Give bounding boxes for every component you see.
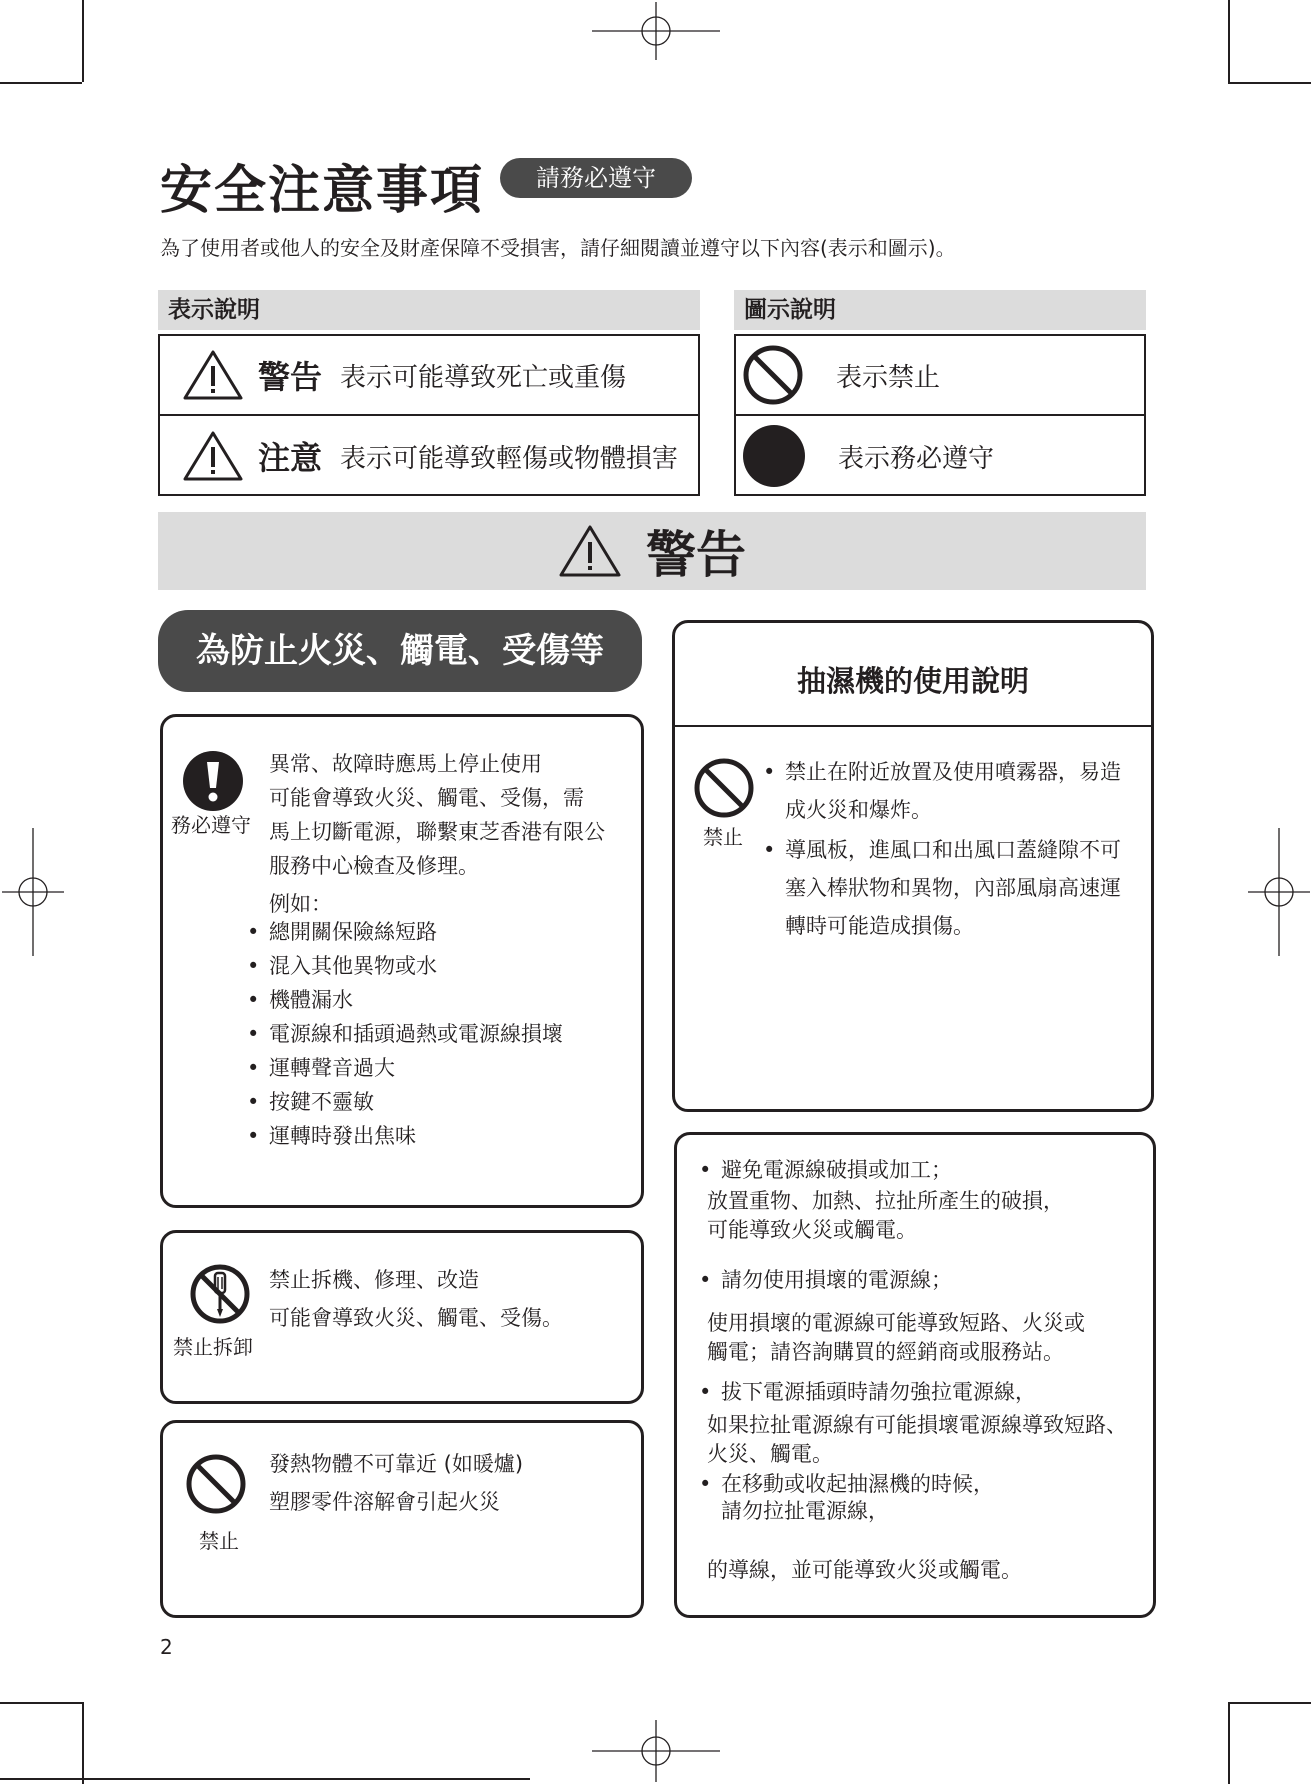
registration-mark-icon (592, 2, 720, 60)
prohibition-icon (185, 1453, 247, 1515)
caution-word: 注意 (258, 439, 323, 477)
list-item: • 運轉時發出焦味 (245, 1119, 563, 1153)
warning-triangle-icon (182, 349, 244, 401)
prohibition-icon (742, 344, 804, 406)
usage-list (761, 753, 1137, 945)
intro-text: 為了使用者或他人的安全及財產保障不受損害，請仔細閱讀並遵守以下內容(表示和圖示)。 (160, 236, 956, 260)
mandatory-exclamation-icon (183, 751, 243, 811)
prohibit-desc: 表示禁止 (836, 362, 941, 393)
warning-word: 警告 (258, 358, 323, 396)
abnormal-text: 異常、故障時應馬上停止使用 可能會導致火災、觸電、受傷，需 馬上切斷電源，聯繫東芝香港有限公 服務中心檢查及修理。 例如： (269, 752, 605, 916)
cord-bullet-4: • 在移動或收起抽濕機的時候， 請勿拉扯電源線， (697, 1471, 994, 1525)
must-observe-badge: 請務必遵守 (500, 158, 692, 198)
list-item: • 禁止在附近放置及使用噴霧器，易造成火災和爆炸。 (761, 753, 1137, 829)
cord-text-2: 使用損壞的電源線可能導致短路、火災或 觸電；請咨詢購買的經銷商或服務站。 (707, 1311, 1085, 1364)
registration-mark-icon (1248, 828, 1310, 956)
examples-list (245, 915, 563, 1153)
warning-banner (158, 512, 1146, 590)
warning-legend-row (160, 336, 698, 416)
symbols-legend-box (734, 334, 1146, 496)
warning-triangle-icon (182, 430, 244, 482)
no-disassembly-card (160, 1230, 644, 1404)
caution-legend-row (160, 416, 698, 496)
mandatory-desc: 表示務必遵守 (838, 443, 995, 474)
list-item: • 機體漏水 (245, 983, 563, 1017)
mandatory-legend-row (736, 416, 1144, 496)
caution-desc: 表示可能導致輕傷或物體損害 (340, 443, 679, 474)
mandatory-caption: 務必遵守 (171, 813, 251, 837)
no-disassembly-text: 禁止拆機、修理、改造 可能會導致火災、觸電、受傷。 (269, 1268, 563, 1330)
abnormal-stop-card (160, 714, 644, 1208)
list-item: • 運轉聲音過大 (245, 1051, 563, 1085)
list-item: • 電源線和插頭過熱或電源線損壞 (245, 1017, 563, 1051)
list-item: • 混入其他異物或水 (245, 949, 563, 983)
usage-card-title: 抽濕機的使用說明 (675, 623, 1151, 727)
page-title: 安全注意事項 (160, 161, 485, 221)
warning-desc: 表示可能導致死亡或重傷 (340, 362, 627, 393)
mandatory-icon (742, 424, 806, 488)
no-disassembly-icon (189, 1263, 251, 1325)
list-item: • 總開關保險絲短路 (245, 915, 563, 949)
no-disassembly-caption: 禁止拆卸 (173, 1335, 253, 1359)
signs-legend-heading: 表示說明 (158, 290, 700, 330)
cord-text-3: 如果拉扯電源線有可能損壞電源線導致短路、 火災、觸電。 (707, 1413, 1127, 1466)
cord-text-1: 放置重物、加熱、拉扯所產生的破損， 可能導致火災或觸電。 (707, 1189, 1064, 1242)
list-item: • 按鍵不靈敏 (245, 1085, 563, 1119)
fire-section-title: 為防止火災、觸電、受傷等 (158, 610, 642, 692)
symbols-legend-heading: 圖示說明 (734, 290, 1146, 330)
prohibit-legend-row (736, 336, 1144, 416)
cord-bullet-1: • 避免電源線破損或加工； (697, 1153, 952, 1187)
list-item: • 導風板，進風口和出風口蓋縫隙不可塞入棒狀物和異物，內部風扇高速運轉時可能造成損傷。 (761, 831, 1137, 945)
signs-legend-box (158, 334, 700, 496)
prohibition-icon (693, 757, 755, 819)
heat-source-card (160, 1420, 644, 1618)
registration-mark-icon (2, 828, 64, 956)
prohibit-caption: 禁止 (199, 1529, 239, 1553)
warning-banner-label: 警告 (646, 526, 746, 584)
heat-source-text: 發熱物體不可靠近 (如暖爐) 塑膠零件溶解會引起火災 (269, 1452, 524, 1514)
cord-text-4: 的導線，並可能導致火災或觸電。 (707, 1558, 1022, 1582)
power-cord-card (674, 1132, 1156, 1618)
registration-mark-icon (592, 1720, 720, 1782)
warning-triangle-icon (558, 524, 622, 578)
cord-bullet-2: • 請勿使用損壞的電源線； (697, 1263, 952, 1297)
dehumidifier-usage-card (672, 620, 1154, 1112)
cord-bullet-3: • 拔下電源插頭時請勿強拉電源線， (697, 1375, 1036, 1409)
prohibit-caption: 禁止 (703, 825, 743, 849)
page-number: 2 (160, 1635, 173, 1659)
